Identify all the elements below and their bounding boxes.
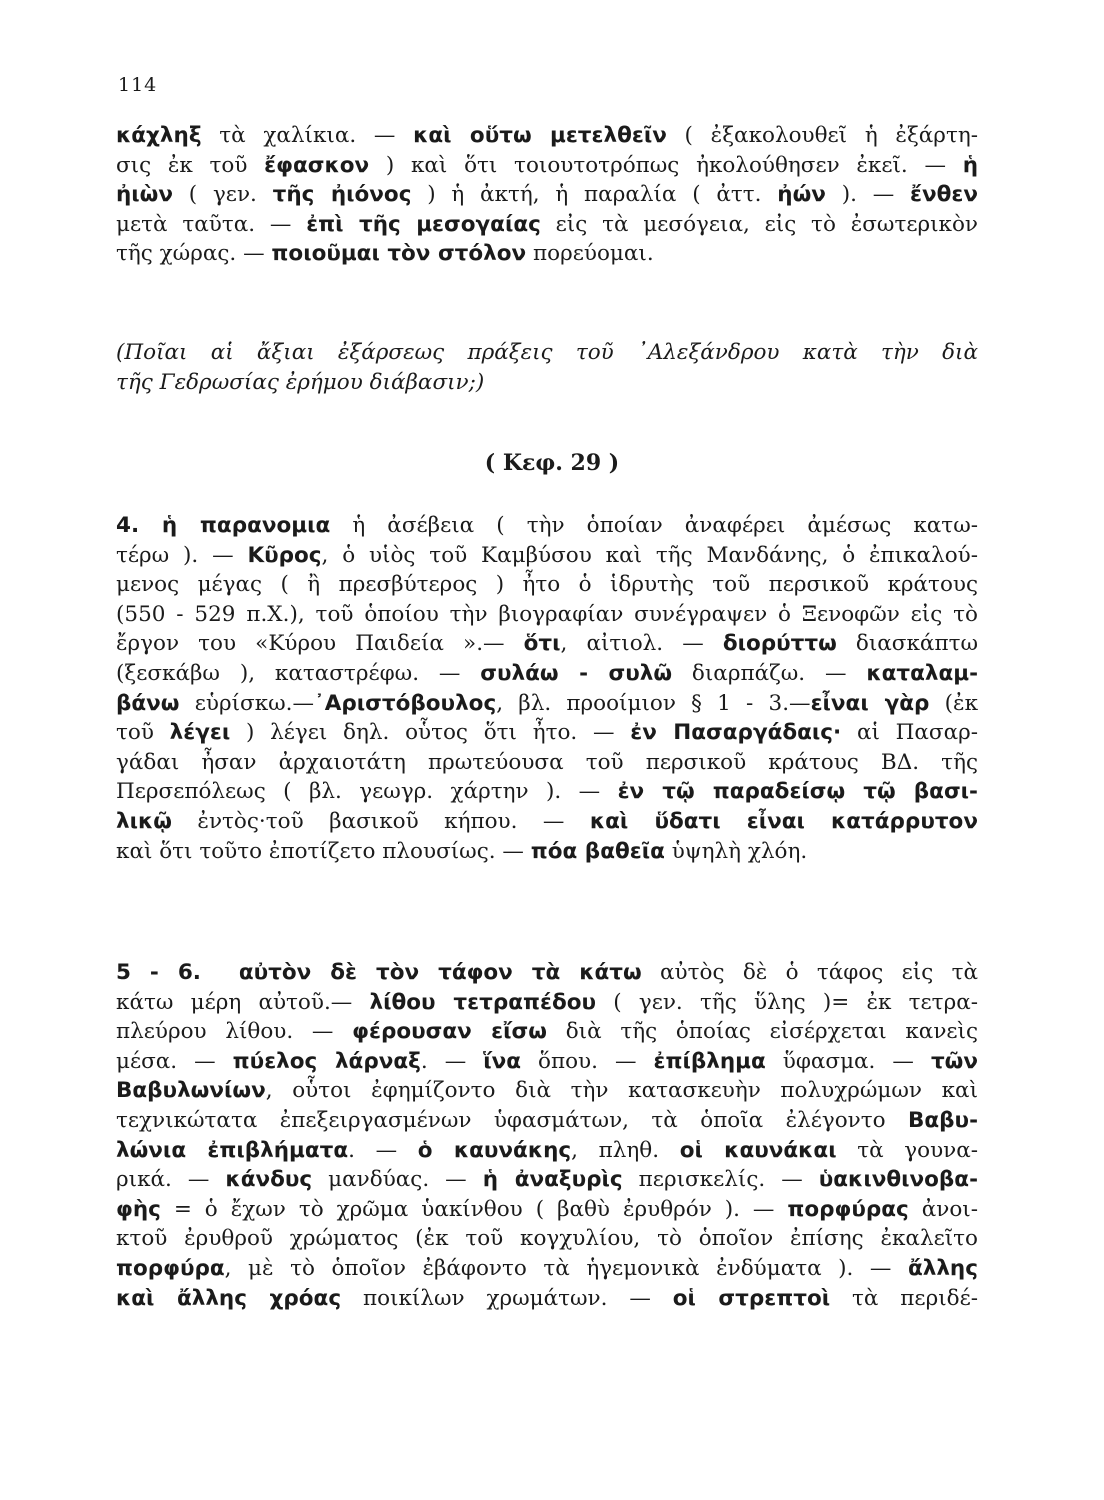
page-number: 114 [118,74,158,96]
text-line: βάνω εὑρίσκω.—᾿Αριστόβουλος, βλ. προοίμιον § 1 - 3.—εἶναι γὰρ (ἐκ [116,690,979,716]
text-line: πλεύρου λίθου. — φέρουσαν εἴσω διὰ τῆς ὁποίας εἰσέρχεται κανεὶς [116,1019,979,1045]
text-line: κτοῦ ἐρυθροῦ χρώματος (ἐκ τοῦ κογχυλίου, τὸ ὁποῖον ἐπίσης ἐκαλεῖτο [116,1226,978,1252]
text-line: κάτω μέρη αὐτοῦ.— λίθου τετραπέδου ( γεν. τῆς ὕλης )= ἐκ τετρα- [116,989,978,1015]
text-line: 4. ἡ παρανομια ἡ ἀσέβεια ( τὴν ὁποίαν ἀναφέρει ἀμέσως κατω- [116,513,978,538]
text-line: τῆς χώρας. — ποιοῦμαι τὸν στόλον πορεύομαι. [116,241,654,267]
text-line: (Ποῖαι αἱ ἄξιαι ἐξάρσεως πράξεις τοῦ ᾿Αλεξάνδρου κατὰ τὴν διὰ [116,340,978,365]
text-line: καὶ ὅτι τοῦτο ἐποτίζετο πλουσίως. — πόα βαθεῖα ὑψηλὴ χλόη. [116,838,808,864]
paragraph-glossary-1 [116,121,978,269]
text-line: μενος μέγας ( ἢ πρεσβύτερος ) ἦτο ὁ ἱδρυτὴς τοῦ περσικοῦ κράτους [116,572,978,598]
text-line: πορφύρα, μὲ τὸ ὁποῖον ἐβάφοντο τὰ ἡγεμονικὰ ἐνδύματα ). — ἄλλης [116,1255,978,1281]
text-line: τεχνικώτατα ἐπεξειργασμένων ὑφασμάτων, τὰ ὁποῖα ἐλέγοντο Βαβυ- [116,1107,978,1133]
text-line: λώνια ἐπιβλήματα. — ὁ καυνάκης, πληθ. οἱ καυνάκαι τὰ γουνα- [116,1137,979,1163]
text-line: (ξεσκάβω ), καταστρέφω. — συλάω - συλῶ διαρπάζω. — καταλαμ- [116,660,979,686]
paragraph-glossary-2 [116,511,978,866]
text-line: τέρω ). — Κῦρος, ὁ υἱὸς τοῦ Καμβύσου καὶ τῆς Μανδάνης, ὁ ἐπικαλού- [116,542,978,568]
text-line: κάχληξ τὰ χαλίκια. — καὶ οὕτω μετελθεῖν ( ἐξακολουθεῖ ἡ ἐξάρτη- [116,123,978,148]
text-line: 5 - 6. αὐτὸν δὲ τὸν τάφον τὰ κάτω αὐτὸς δὲ ὁ τάφος εἰς τὰ [116,960,978,985]
paragraph-glossary-3 [116,958,978,1313]
chapter-heading: ( Κεφ. 29 ) [484,450,620,476]
text-line: (550 - 529 π.Χ.), τοῦ ὁποίου τὴν βιογραφίαν συνέγραψεν ὁ Ξενοφῶν εἰς τὸ [116,601,978,627]
text-line: φὴς = ὁ ἔχων τὸ χρῶμα ὑακίνθου ( βαθὺ ἐρυθρόν ). — πορφύρας ἀνοι- [116,1196,978,1222]
text-line: Περσεπόλεως ( βλ. γεωγρ. χάρτην ). — ἐν τῷ παραδείσῳ τῷ βασι- [116,779,978,805]
text-line: γάδαι ἦσαν ἀρχαιοτάτη πρωτεύουσα τοῦ περσικοῦ κράτους ΒΔ. τῆς [116,749,978,775]
text-line: καὶ ἄλλης χρόας ποικίλων χρωμάτων. — οἱ στρεπτοὶ τὰ περιδέ- [116,1285,978,1311]
text-line: Βαβυλωνίων, οὗτοι ἐφημίζοντο διὰ τὴν κατασκευὴν πολυχρώμων καὶ [116,1078,978,1104]
text-line: ρικά. — κάνδυς μανδύας. — ἡ ἀναξυρὶς περισκελίς. — ὑακινθινοβα- [116,1167,978,1193]
text-line: ἠιὼν ( γεν. τῆς ἠιόνος ) ἡ ἀκτή, ἡ παραλία ( ἀττ. ἠών ). — ἔνθεν [116,182,978,208]
text-line: μέσα. — πύελος λάρναξ. — ἵνα ὅπου. — ἐπίβλημα ὕφασμα. — τῶν [116,1048,978,1074]
question-paragraph [116,338,978,397]
text-line: ἔργον του «Κύρου Παιδεία ».— ὅτι, αἰτιολ. — διορύττω διασκάπτω [116,631,978,657]
text-line: τῆς Γεδρωσίας ἐρήμου διάβασιν;) [116,369,485,395]
text-line: τοῦ λέγει ) λέγει δηλ. οὗτος ὅτι ἦτο. — ἐν Πασαργάδαις· αἱ Πασαρ- [116,720,979,746]
text-line: μετὰ ταῦτα. — ἐπὶ τῆς μεσογαίας εἰς τὰ μεσόγεια, εἰς τὸ ἐσωτερικὸν [116,211,978,237]
text-line: λικῷ ἐντὸς·τοῦ βασικοῦ κήπου. — καὶ ὕδατι εἶναι κατάρρυτον [116,808,978,834]
text-line: σις ἐκ τοῦ ἔφασκον ) καὶ ὅτι τοιουτοτρόπως ἠκολούθησεν ἐκεῖ. — ἡ [116,152,978,178]
